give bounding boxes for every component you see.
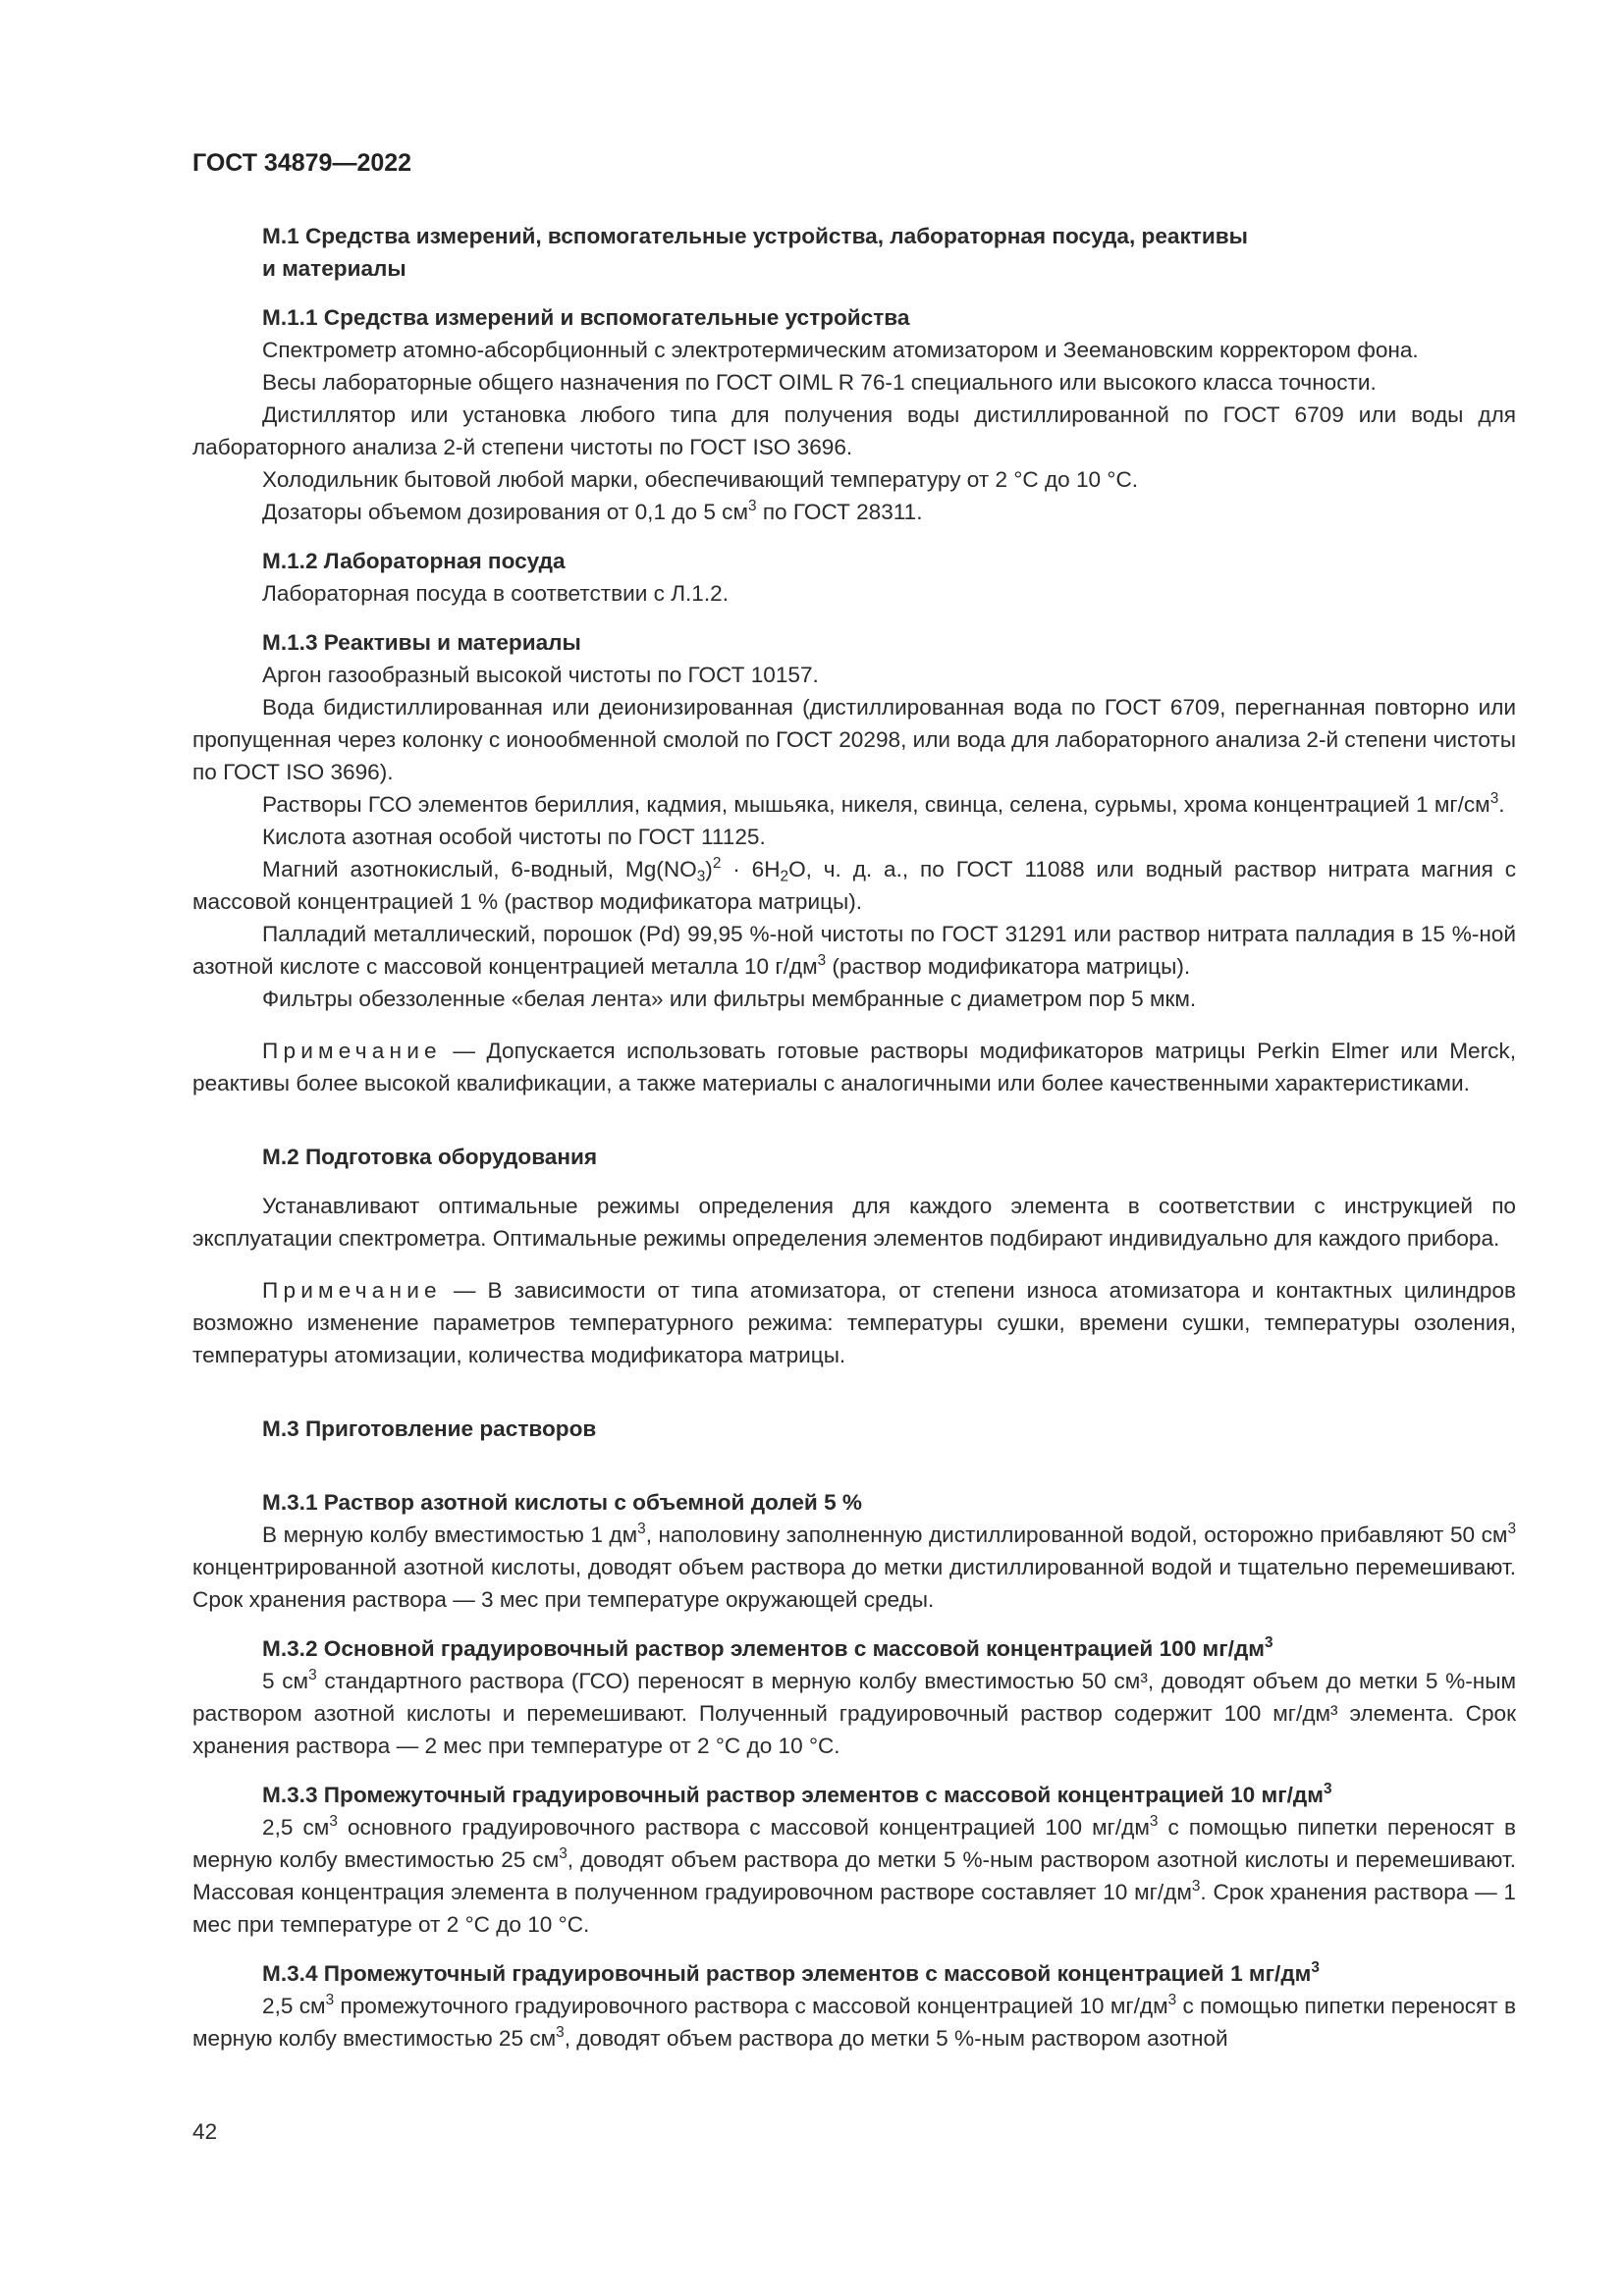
section-m1-1-title: М.1.1 Средства измерений и вспомогательные устройства — [262, 305, 910, 330]
paragraph: Дистиллятор или установка любого типа для получения воды дистиллированной по ГОСТ 6709 или воды для лабораторного анализа 2-й степени чистоты по ГОСТ ISO 3696. — [192, 402, 1516, 459]
paragraph: Фильтры обеззоленные «белая лента» или фильтры мембранные с диаметром пор 5 мкм. — [262, 987, 1197, 1011]
paragraph: Весы лабораторные общего назначения по ГОСТ OIML R 76-1 специального или высокого класса точности. — [262, 370, 1377, 395]
section-m3-2-title: М.3.2 Основной градуировочный раствор элементов с массовой концентрацией 100 $мг/дм^3$ — [262, 1634, 1273, 1661]
paragraph: 2,5 $см^3$ основного градуировочного раствора с массовой концентрацией 100 $мг/дм^3$ с помощью пипетки переносят в мерную колбу вместимостью 25 $см^3$, доводят объем раствора до метки 5 %-ным раствором азотной кислоты и перемешивают. Массовая концентрация элемента в полученном градуировочном растворе составляет 10 $мг/дм^3$. Срок хранения раствора — 1 мес при температуре от 2 °С до 10 °С. — [192, 1813, 1516, 1937]
note-label: Примечание — [262, 1039, 442, 1063]
paragraph: Холодильник бытовой любой марки, обеспечивающий температуру от 2 °С до 10 °С. — [262, 467, 1139, 492]
paragraph: Устанавливают оптимальные режимы определения для каждого элемента в соответствии с инструкцией по эксплуатации спектрометра. Оптимальные режимы определения элементов подбирают индивидуально для каждого прибора. — [192, 1194, 1516, 1251]
section-m1-title: М.1 Средства измерений, вспомогательные устройства, лабораторная посуда, реактивы и материалы — [262, 224, 1248, 281]
note-label: Примечание — [262, 1278, 442, 1303]
paragraph: 5 $см^3$ стандартного раствора (ГСО) переносят в мерную колбу вместимостью 50 см³, доводят объем до метки 5 %-ным раствором азотной кислоты и перемешивают. Полученный градуировочный раствор содержит 100 мг/дм³ элемента. Срок хранения раствора — 2 мес при температуре от 2 °С до 10 °С. — [192, 1667, 1516, 1758]
paragraph: Магний азотнокислый, 6-водный, $Mg(NO_3)^2 \cdot 6H_2O$, ч. д. а., по ГОСТ 11088 или водный раствор нитрата магния с массовой концентрацией 1 % (раствор модификатора матрицы). — [192, 855, 1516, 914]
section-m2-title: М.2 Подготовка оборудования — [262, 1145, 598, 1169]
note: Примечание — Допускается использовать готовые растворы модификаторов матрицы Perkin Elmer или Merck, реактивы более высокой квалификации, а также материалы с аналогичными или более качественными характеристиками. — [192, 1039, 1516, 1095]
paragraph: Кислота азотная особой чистоты по ГОСТ 11125. — [262, 825, 766, 849]
paragraph: Спектрометр атомно-абсорбционный с электротермическим атомизатором и Зеемановским корректором фона. — [262, 338, 1419, 362]
paragraph: Аргон газообразный высокой чистоты по ГОСТ 10157. — [262, 663, 819, 687]
section-m1-3-title: М.1.3 Реактивы и материалы — [262, 630, 581, 655]
paragraph: В мерную колбу вместимостью 1 $дм^3$, наполовину заполненную дистиллированной водой, осторожно прибавляют 50 $см^3$ концентрированной азотной кислоты, доводят объем раствора до метки дистиллированной водой и тщательно перемешивают. Срок хранения раствора — 3 мес при температуре окружающей среды. — [192, 1521, 1516, 1612]
section-m3-4-title: М.3.4 Промежуточный градуировочный раствор элементов с массовой концентрацией 1 $мг/дм^3$ — [262, 1959, 1320, 1986]
paragraph: Вода бидистиллированная или деионизированная (дистиллированная вода по ГОСТ 6709, перегнанная повторно или пропущенная через колонку с ионообменной смолой по ГОСТ 20298, или вода для лабораторного анализа 2-й степени чистоты по ГОСТ ISO 3696). — [192, 695, 1516, 784]
paragraph: Лабораторная посуда в соответствии с Л.1.2. — [262, 581, 729, 606]
paragraph: Растворы ГСО элементов бериллия, кадмия, мышьяка, никеля, свинца, селена, сурьмы, хрома концентрацией 1 $мг/см^3$. — [262, 790, 1505, 817]
section-m1-2-title: М.1.2 Лабораторная посуда — [262, 549, 566, 573]
paragraph: 2,5 $см^3$ промежуточного градуировочного раствора с массовой концентрацией 10 $мг/дм^3$ с помощью пипетки переносят в мерную колбу вместимостью 25 $см^3$, доводят объем раствора до метки 5 %-ным раствором азотной — [192, 1992, 1516, 2051]
page-number: 42 — [192, 2119, 218, 2144]
section-m3-1-title: М.3.1 Раствор азотной кислоты с объемной долей 5 % — [262, 1490, 863, 1515]
paragraph: Дозаторы объемом дозирования от 0,1 до 5 $см^3$ по ГОСТ 28311. — [262, 498, 923, 524]
paragraph: Палладий металлический, порошок (Pd) 99,95 %-ной чистоты по ГОСТ 31291 или раствор нитрата палладия в 15 %-ной азотной кислоте с массовой концентрацией металла 10 $г/дм^3$ (раствор модификатора матрицы). — [192, 922, 1516, 979]
document-code-header: ГОСТ 34879—2022 — [192, 149, 412, 177]
note: Примечание — В зависимости от типа атомизатора, от степени износа атомизатора и контактных цилиндров возможно изменение параметров температурного режима: температуры сушки, времени сушки, температуры озоления, температуры атомизации, количества модификатора матрицы. — [192, 1278, 1516, 1367]
section-m3-title: М.3 Приготовление растворов — [262, 1416, 597, 1441]
section-m3-3-title: М.3.3 Промежуточный градуировочный раствор элементов с массовой концентрацией 10 $мг/дм^3$ — [262, 1781, 1332, 1807]
document-body — [192, 220, 1516, 2055]
